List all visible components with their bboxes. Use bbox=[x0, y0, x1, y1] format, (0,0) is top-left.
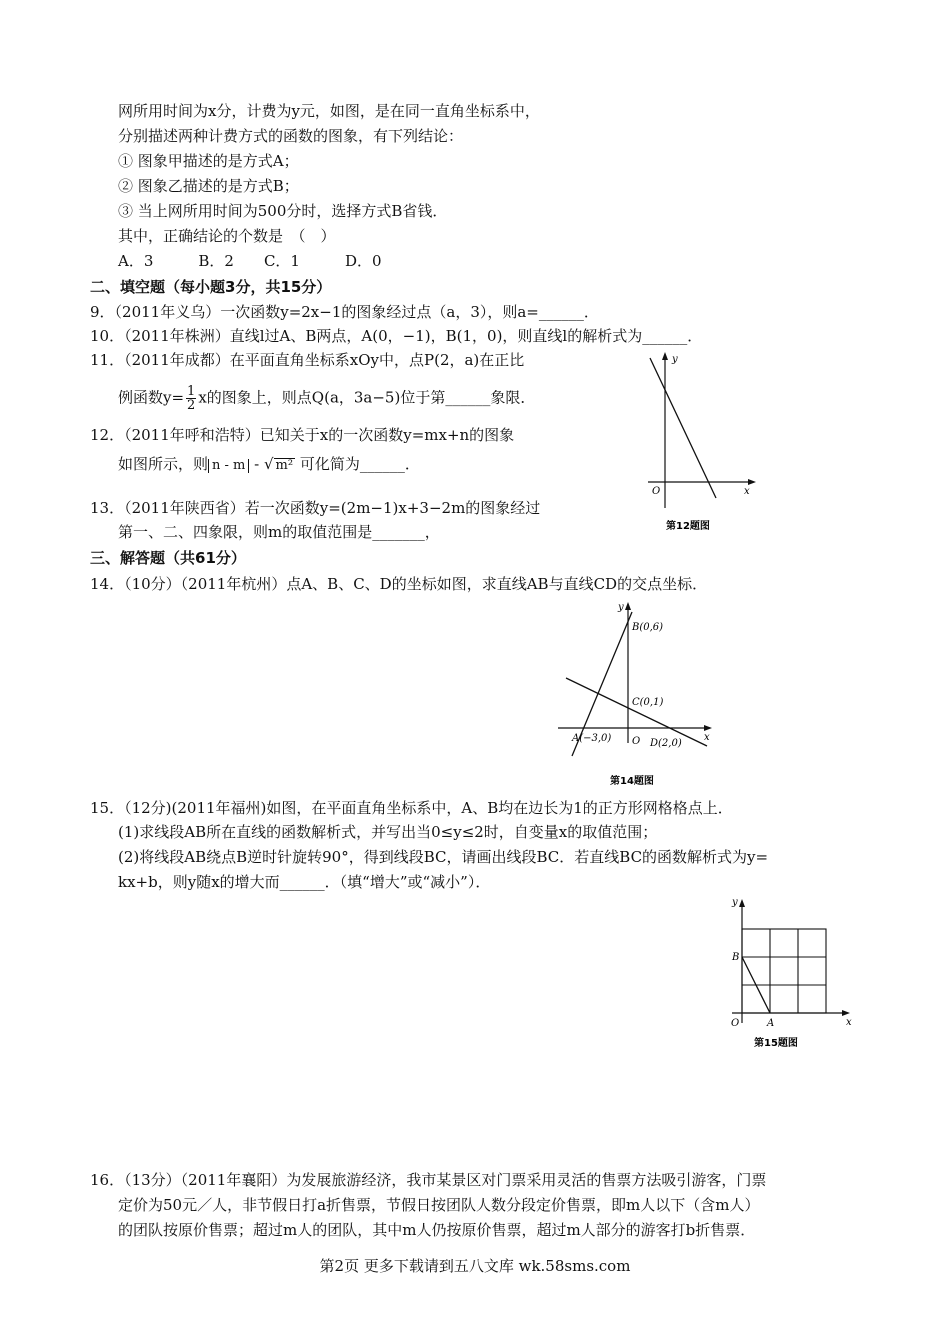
section-heading: 三、解答题（共61分） bbox=[90, 549, 246, 567]
text-line: 分别描述两种计费方式的函数的图象，有下列结论： bbox=[118, 127, 464, 145]
text: 如图所示，则 bbox=[118, 455, 209, 473]
minus-sign: - bbox=[249, 455, 264, 473]
origin-label: O bbox=[632, 736, 641, 747]
origin-label: O bbox=[652, 486, 661, 497]
y-axis-label: y bbox=[732, 897, 738, 908]
option-line: ① 图象甲描述的是方式A； bbox=[118, 152, 299, 170]
point-b-label: B(0,6) bbox=[632, 622, 664, 633]
figure-14-graph bbox=[552, 598, 722, 790]
question-16: 16．（13分）（2011年襄阳）为发展旅游经济，我市某景区对门票采用灵活的售票方法吸引游客，门票 bbox=[90, 1171, 767, 1189]
text: 例函数y= bbox=[118, 388, 185, 407]
figure-caption: 第15题图 bbox=[754, 1038, 798, 1049]
square-root: m² bbox=[275, 458, 294, 473]
question-14: 14．（10分）（2011年杭州）点A、B、C、D的坐标如图，求直线AB与直线CD的交点坐标． bbox=[90, 575, 708, 593]
point-a-label: A(−3,0) bbox=[572, 733, 612, 744]
text: 可化简为______． bbox=[299, 455, 420, 473]
fraction bbox=[186, 385, 196, 412]
text-line: 其中，正确结论的个数是 （ ） bbox=[118, 227, 336, 245]
option-line: ② 图象乙描述的是方式B； bbox=[118, 177, 299, 195]
question-15-part1: (1)求线段AB所在直线的函数解析式，并写出当0≤y≤2时，自变量x的取值范围； bbox=[118, 823, 658, 841]
absolute-value: n - m bbox=[208, 459, 249, 473]
question-11: 11．（2011年成都）在平面直角坐标系xOy中，点P(2，a)在正比 bbox=[90, 351, 525, 369]
y-axis-label: y bbox=[672, 354, 678, 365]
figure-caption: 第14题图 bbox=[610, 776, 654, 787]
point-c-label: C(0,1) bbox=[632, 697, 664, 708]
text: x的图象上，则点Q(a，3a−5)位于第______象限． bbox=[198, 388, 536, 407]
figure-14 bbox=[552, 598, 722, 790]
option-line: ③ 当上网所用时间为500分时，选择方式B省钱． bbox=[118, 202, 448, 220]
question-15: 15．（12分)(2011年福州)如图，在平面直角坐标系中，A、B均在边长为1的正方形网格格点上． bbox=[90, 799, 733, 817]
text-line: 网所用时间为x分，计费为y元，如图，是在同一直角坐标系中， bbox=[118, 102, 540, 120]
question-15-part2: (2)将线段AB绕点B逆时针旋转90°，得到线段BC，请画出线段BC．若直线BC的函数解析式为y= bbox=[118, 848, 769, 866]
y-axis-label: y bbox=[618, 602, 624, 613]
numerator: 1 bbox=[187, 384, 196, 399]
x-axis-label: x bbox=[704, 732, 710, 743]
x-axis-label: x bbox=[846, 1017, 852, 1028]
figure-caption: 第12题图 bbox=[666, 521, 710, 532]
question-16-line2: 定价为50元／人，非节假日打a折售票，节假日按团队人数分段定价售票，即m人以下（含m人） bbox=[118, 1196, 760, 1214]
question-12-line2: 如图所示，则 n - m - √ m² 可化简为______． bbox=[118, 455, 420, 473]
x-axis-label: x bbox=[744, 486, 750, 497]
section-heading: 二、填空题（每小题3分，共15分） bbox=[90, 278, 332, 296]
figure-15-graph bbox=[728, 893, 868, 1053]
answer-choices: A．3 B．2 C．1 D．0 bbox=[118, 252, 382, 270]
question-13: 13．（2011年陕西省）若一次函数y=(2m−1)x+3−2m的图象经过 bbox=[90, 499, 541, 517]
point-a-label: A bbox=[767, 1018, 775, 1029]
question-16-line3: 的团队按原价售票；超过m人的团队，其中m人仍按原价售票，超过m人部分的游客打b折售票． bbox=[118, 1221, 756, 1239]
figure-15 bbox=[728, 893, 868, 1053]
denominator: 2 bbox=[187, 398, 196, 413]
origin-label: O bbox=[731, 1018, 740, 1029]
figure-12-graph bbox=[640, 348, 770, 538]
page-footer: 第2页 更多下载请到五八文库 wk.58sms.com bbox=[319, 1257, 631, 1275]
point-d-label: D(2,0) bbox=[650, 738, 682, 749]
question-9: 9．（2011年义乌）一次函数y=2x−1的图象经过点（a，3），则a=______． bbox=[90, 303, 599, 321]
question-15-part2-cont: kx+b，则y随x的增大而______．（填“增大”或“减小”）． bbox=[118, 873, 491, 891]
question-10: 10．（2011年株洲）直线l过A、B两点，A(0，−1)，B(1，0)，则直线l的解析式为______． bbox=[90, 327, 703, 345]
figure-12 bbox=[640, 348, 770, 538]
point-b-label: B bbox=[732, 952, 740, 963]
question-13-line2: 第一、二、四象限，则m的取值范围是_______， bbox=[118, 523, 440, 541]
question-12: 12．（2011年呼和浩特）已知关于x的一次函数y=mx+n的图象 bbox=[90, 426, 515, 444]
question-11-line2 bbox=[118, 385, 535, 412]
